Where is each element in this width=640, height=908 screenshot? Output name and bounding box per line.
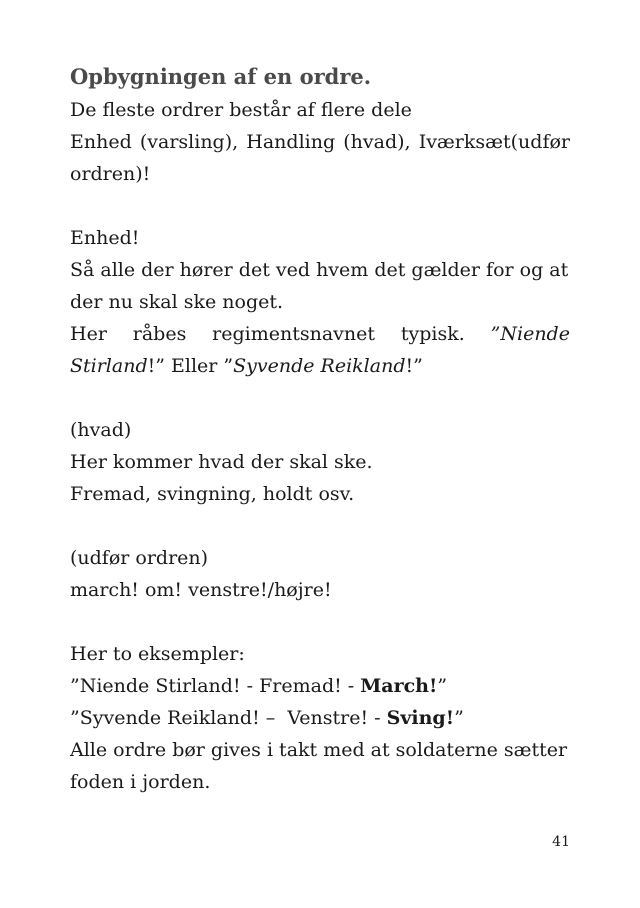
text-line: Så alle der hører det ved hvem det gælder for og at [70,259,569,281]
section-heading: Opbygningen af en ordre. [70,64,372,89]
bold-text: March! [360,675,438,697]
word: typisk. [400,323,465,345]
word: Her [70,323,107,345]
text-line: ordren)! [70,163,151,185]
text-line [70,350,570,382]
text-span: ” [437,675,448,697]
subsection-title: Enhed! [70,227,140,249]
word: Enhed [70,131,132,153]
text-line: Her kommer hvad der skal ske. [70,451,373,473]
text-line: der nu skal ske noget. [70,291,284,313]
text-line: Alle ordre bør gives i takt med at soldaterne sætter [70,739,568,761]
subsection-title: Her to eksempler: [70,643,245,665]
paragraph-gap [70,510,570,542]
italic-text: Stirland [70,355,148,377]
word: (varsling), [139,131,239,153]
text-span: ” [454,707,464,729]
text-line: De fleste ordrer består af flere dele [70,99,412,121]
page-content [70,60,570,798]
subsection-title: (udfør ordren) [70,547,209,569]
italic-word: ”Niende [490,323,570,345]
paragraph-gap [70,382,570,414]
text-line-justified [70,126,570,158]
word: råbes [132,323,187,345]
page-number: 41 [552,834,570,850]
text-line-justified [70,318,570,350]
text-span: !” Eller ” [147,355,234,377]
word: Iværksæt(udfør [418,131,570,153]
paragraph-gap [70,606,570,638]
paragraph-gap [70,190,570,222]
example-line [70,702,570,734]
text-span: ”Syvende Reikland! – Venstre! - [70,707,387,729]
italic-text: Syvende Reikland [233,355,406,377]
subsection-title: (hvad) [70,419,132,441]
text-line: march! om! venstre!/højre! [70,579,332,601]
text-line-justified [70,734,570,766]
word: Handling [246,131,336,153]
text-line: foden i jorden. [70,771,211,793]
word: regimentsnavnet [212,323,376,345]
text-line: Fremad, svingning, holdt osv. [70,483,355,505]
word: (hvad), [343,131,411,153]
bold-text: Sving! [386,707,455,729]
text-line-justified [70,254,570,286]
text-span: ”Niende Stirland! - Fremad! - [70,675,361,697]
text-span: !” [405,355,423,377]
example-line [70,670,570,702]
